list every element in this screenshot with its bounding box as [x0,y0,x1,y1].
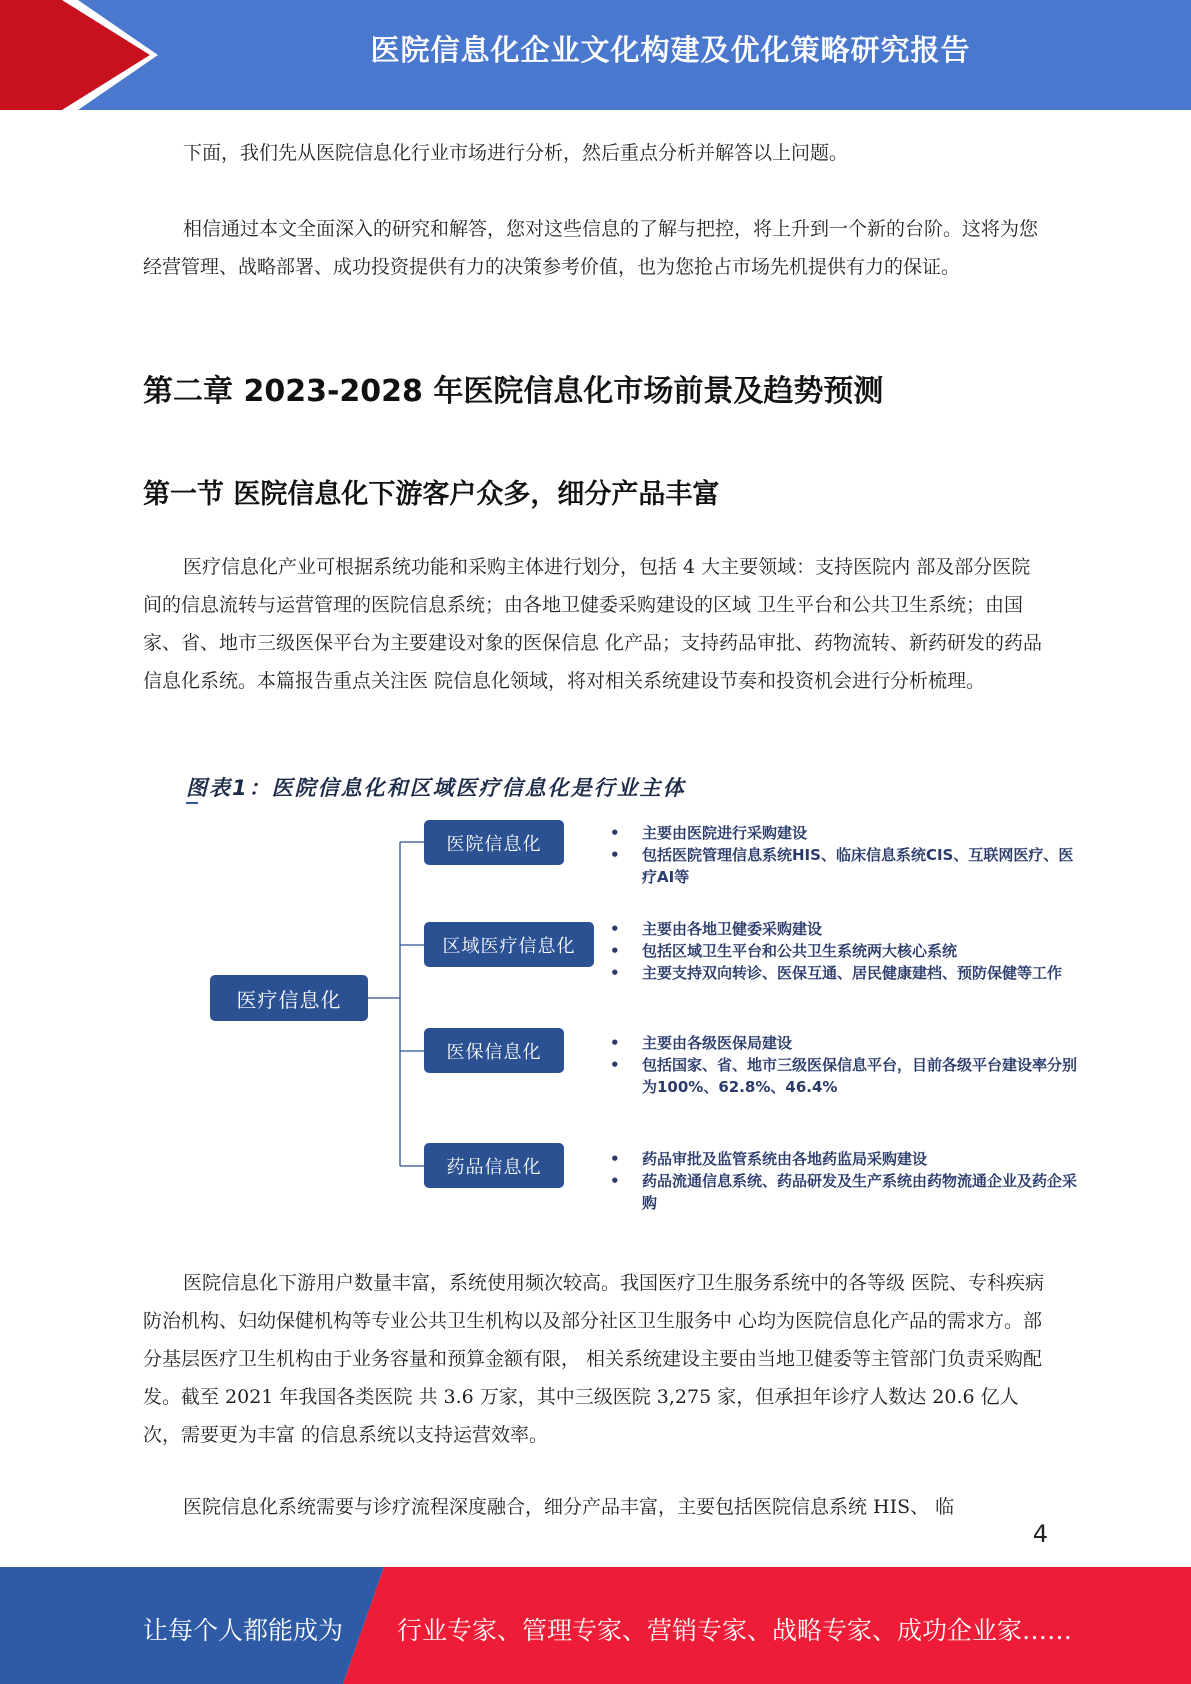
paragraph-downstream-users: 医院信息化下游用户数量丰富，系统使用频次较高。我国医疗卫生服务系统中的各等级 医院、专科疾病防治机构、妇幼保健机构等专业公共卫生机构以及部分社区卫生服务中 心均为医院信息化产品的需求方。部分基层医疗卫生机构由于业务容量和预算金额有限， 相关系统建设主要由当地卫健委等主管部门负责采购配发。截至 2021 年我国各类医院 共 3.6 万家，其中三级医院 3,275 家，但承担年诊疗人数达 20.6 亿人次，需要更为丰富 的信息系统以支持运营效率。 [143,1272,1045,1446]
bullet-item: • 包括区域卫生平台和公共卫生系统两大核心系统 [610,942,958,960]
section-heading: 第一节 医院信息化下游客户众多，细分产品丰富 [143,479,720,510]
bullet-item: • 包括国家、省、地市三级医保信息平台，目前各级平台建设率分别为100%、62.8%、46.4% [610,1056,1078,1096]
bullet-item: • 药品审批及监管系统由各地药监局采购建设 [610,1150,928,1168]
bullet-item: • 主要由医院进行采购建设 [610,824,808,842]
page-number: 4 [1032,1520,1048,1548]
bullets-insurance [610,1032,1080,1098]
bullet-item: • 主要由各级医保局建设 [610,1034,793,1052]
page-header [0,0,1191,110]
bullet-item: • 主要支持双向转诊、医保互通、居民健康建档、预防保健等工作 [610,964,1063,982]
bullet-item: • 包括医院管理信息系统HIS、临床信息系统CIS、互联网医疗、医疗AI等 [610,846,1074,886]
figure-caption: 图表1：医院信息化和区域医疗信息化是行业主体 [186,776,686,800]
branch-node-insurance: 医保信息化 [424,1028,564,1073]
paragraph-intro: 下面，我们先从医院信息化行业市场进行分析，然后重点分析并解答以上问题。 [183,142,849,164]
branch-node-regional: 区域医疗信息化 [424,922,594,967]
footer-slogan-right: 行业专家、管理专家、营销专家、战略专家、成功企业家…… [397,1616,1073,1645]
bullets-regional [610,918,1080,984]
chapter-heading: 第二章 2023-2028 年医院信息化市场前景及趋势预测 [143,374,884,409]
header-title: 医院信息化企业文化构建及优化策略研究报告 [370,33,971,67]
figure-tree-diagram [180,760,1085,1230]
bullet-item: • 药品流通信息系统、药品研发及生产系统由药物流通企业及药企采购 [610,1172,1078,1212]
branch-node-drug: 药品信息化 [424,1143,564,1188]
paragraph-industry-division: 医疗信息化产业可根据系统功能和采购主体进行划分，包括 4 大主要领域：支持医院内 部及部分医院间的信息流转与运营管理的医院信息系统；由各地卫健委采购建设的区域 卫生平台和公共卫生系统；由国家、省、地市三级医保平台为主要建设对象的医保信息 化产品；支持药品审批、药物流转、新药研发的药品信息化系统。本篇报告重点关注医 院信息化领域，将对相关系统建设节奏和投资机会进行分析梳理。 [143,556,1043,692]
bullet-item: • 主要由各地卫健委采购建设 [610,920,823,938]
branch-node-hospital: 医院信息化 [424,820,564,865]
root-node-medical-informatization: 医疗信息化 [210,975,368,1021]
page-footer [0,1567,1191,1684]
bullets-hospital [610,822,1080,888]
paragraph-subproducts: 医院信息化系统需要与诊疗流程深度融合，细分产品丰富，主要包括医院信息系统 HIS、 临 [183,1496,955,1518]
paragraph-value: 相信通过本文全面深入的研究和解答，您对这些信息的了解与把控，将上升到一个新的台阶。这将为您经营管理、战略部署、成功投资提供有力的决策参考价值，也为您抢占市场先机提供有力的保证。 [143,218,1039,278]
bullets-drug [610,1148,1080,1214]
footer-slogan-left: 让每个人都能成为 [143,1616,344,1645]
